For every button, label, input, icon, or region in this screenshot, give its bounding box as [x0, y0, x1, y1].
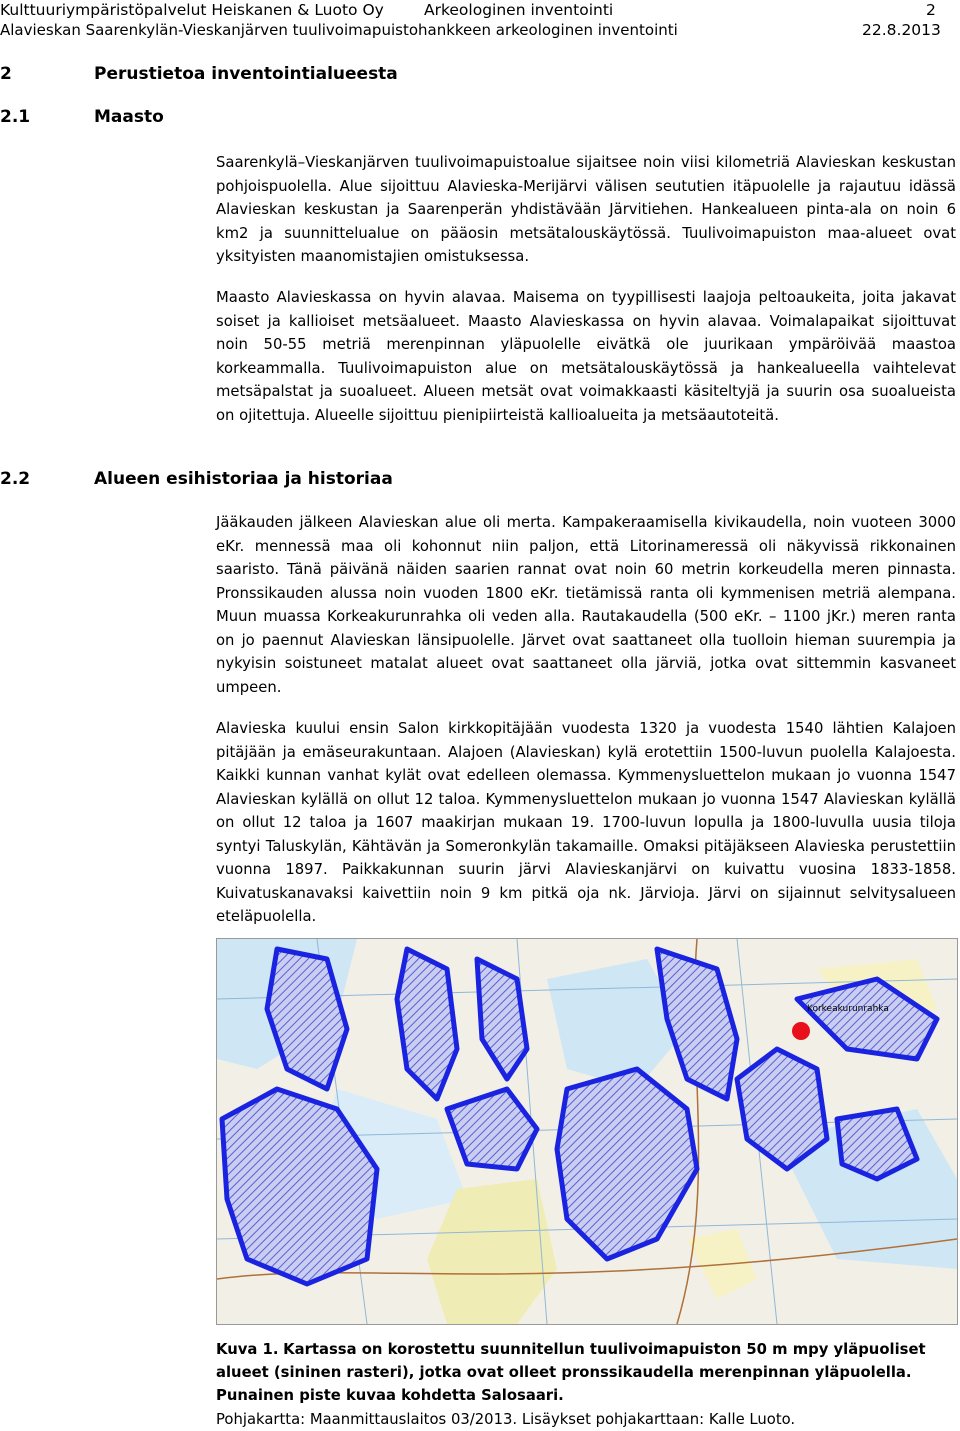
section-heading-2-1: [0, 107, 164, 127]
map-figure: [216, 938, 958, 1325]
paragraph-history: Alavieska kuului ensin Salon kirkkopitäjään vuodesta 1320 ja vuodesta 1540 lähtien Kalajoen pitäjään ja emäseurakuntaan. Alajoen (Alavieskan) kylä erotettiin 1500-luvun puolella Kalajoesta. Kaikki kunnan vanhat kylät ovat edelleen olemassa. Kymmenysluettelon mukaan jo vuonna 1547 Alavieskan kylällä on ollut 12 taloa. Kymmenysluettelon mukaan jo vuonna 1547 Alavieskan kylällä on ollut 12 taloa ja 1607 maakirjan mukaan 19. 1700-luvun lopulla ja 1800-luvulla uusia tiloja syntyi Taluskylän, Kähtävän ja Someronkylän takamaille. Omaksi pitäjäkseen Alavieska perustettiin vuonna 1897. Paikkakunnan suurin järvi Alavieskanjärvi on kuivattu vuosina 1833-1858. Kuivatuskanavaksi kaivettiin noin 9 km pitkä oja nk. Järvioja. Järvi on sijainnut selvitysalueen eteläpuolella.: [216, 720, 956, 925]
header-company: Kulttuuriympäristöpalvelut Heiskanen & Luoto Oy: [0, 1, 384, 19]
header-project: Alavieskan Saarenkylän-Vieskanjärven tuulivoimapuistohankkeen arkeologinen inventointi: [0, 21, 678, 39]
header-date: 22.8.2013: [862, 21, 941, 39]
section-number: 2.2: [0, 469, 31, 489]
header-page-number: 2: [926, 1, 936, 19]
paragraph-location: Saarenkylä–Vieskanjärven tuulivoimapuistoalue sijaitsee noin viisi kilometriä Alavieskan keskustan pohjoispuolella. Alue sijoittuu Alavieska-Merijärvi välisen seututien itäpuolelle ja rajautuu idässä Alavieskan keskustan ja Saarenperän yhdistävään Järvitiehen. Hankealueen pinta-ala on noin 6 km2 ja suunnittelualue on pääosin metsätalouskäytössä. Tuulivoimapuiston maa-alueet ovat yksityisten maanomistajien omistuksessa.: [216, 154, 956, 265]
section-heading-2-2: [0, 469, 393, 489]
figure-caption: [216, 1338, 956, 1407]
caption-text: Kartassa on korostettu suunnitellun tuulivoimapuiston 50 m mpy yläpuoliset alueet (sininen rasteri), jotka ovat olleet pronssikaudella merenpinnan yläpuolella. Punainen piste kuvaa kohdetta Salosaari.: [216, 1341, 926, 1404]
caption-label: Kuva 1.: [216, 1341, 279, 1358]
paragraph-terrain: Maasto Alavieskassa on hyvin alavaa. Maisema on tyypillisesti laajoja peltoaukeita, joita jakavat soiset ja kallioiset metsäalueet. Maasto Alavieskassa on hyvin alavaa. Voimalapaikat sijoittuvat noin 50-55 metriä merenpinnan yläpuolelle eivätkä ole juurikaan ympäröivää maastoa korkeammalla. Tuulivoimapuiston alue on metsätalouskäytössä ja hankealueella vaihtelevat metsäpalstat ja suoalueet. Alueen metsät ovat voimakkaasti käsiteltyjä ja suurin osa suoalueista on ojitettuja. Alueelle sijoittuu pienipiirteistä kallioalueita ja metsäautoteitä.: [216, 289, 956, 424]
section-number: 2.1: [0, 107, 31, 127]
map-salosaari-dot: [792, 1022, 810, 1040]
section-title: Alueen esihistoriaa ja historiaa: [94, 469, 393, 489]
map-place-label: Korkeakurunrahka: [807, 1004, 889, 1014]
caption-source: Pohjakartta: Maanmittauslaitos 03/2013. Lisäykset pohjakarttaan: Kalle Luoto.: [216, 1411, 796, 1428]
section-heading-2: [0, 64, 398, 84]
section-title: Perustietoa inventointialueesta: [94, 64, 398, 84]
section-title: Maasto: [94, 107, 164, 127]
header-doc-type: Arkeologinen inventointi: [424, 1, 614, 19]
paragraph-prehistory: Jääkauden jälkeen Alavieskan alue oli merta. Kampakeraamisella kivikaudella, noin vuoteen 3000 eKr. mennessä maa oli kohonnut niin paljon, että Litorinameressä oli näkyvissä rikkonainen saaristo. Tänä päivänä näiden saarien rannat ovat noin 60 metrin korkeudella meren pinnasta. Pronssikauden alussa noin vuoden 1800 eKr. tietämissä ranta oli kymmenisen metriä alempana. Muun muassa Korkeakurunrahka oli veden alla. Rautakaudella (500 eKr. – 1100 jKr.) meren ranta on jo paennut Alavieskan länsipuolelle. Järvet ovat saattaneet olla tuolloin hieman suurempia ja nykyisin soistuneet matalat alueet ovat saattaneet olla järviä, jotka ovat sittemmin kasvaneet umpeen.: [216, 514, 956, 696]
section-number: 2: [0, 64, 12, 84]
